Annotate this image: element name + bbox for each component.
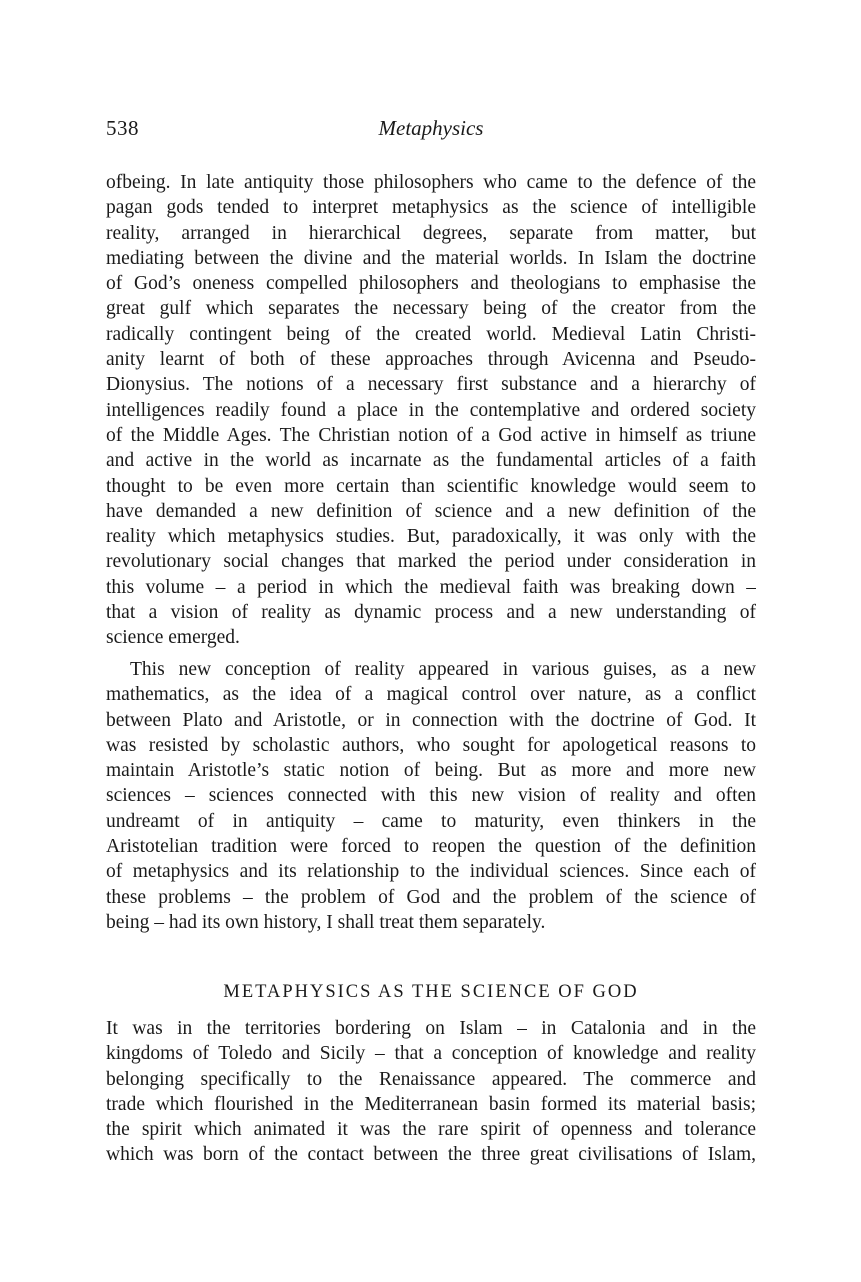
text-line: intelligences readily found a place in the contemplative and ordered society xyxy=(106,399,756,421)
text-line: science emerged. xyxy=(106,627,240,649)
text-line: the spirit which animated it was the rare spirit of openness and tolerance xyxy=(106,1119,756,1141)
text-line: ofbeing. In late antiquity those philosophers who came to the defence of the xyxy=(106,172,756,193)
text-line: being – had its own history, I shall treat them separately. xyxy=(106,911,546,933)
paragraph-1 xyxy=(106,170,756,651)
text-line: This new conception of reality appeared in various guises, as a new xyxy=(130,659,756,680)
paragraph-3 xyxy=(106,1016,756,1168)
text-line: undreamt of in antiquity – came to maturity, even thinkers in the xyxy=(106,810,756,832)
running-title: Metaphysics xyxy=(378,116,484,140)
text-line: which was born of the contact between the three great civilisations of Islam, xyxy=(106,1144,756,1166)
text-line: anity learnt of both of these approaches through Avicenna and Pseudo- xyxy=(106,349,756,371)
text-line: sciences – sciences connected with this new vision of reality and often xyxy=(106,785,756,807)
text-line: mathematics, as the idea of a magical control over nature, as a conflict xyxy=(106,684,756,706)
text-line: of the Middle Ages. The Christian notion of a God active in himself as triune xyxy=(106,424,756,446)
text-line: have demanded a new definition of science and a new definition of the xyxy=(106,500,756,522)
text-line: revolutionary social changes that marked the period under consideration in xyxy=(106,551,756,573)
text-line: Dionysius. The notions of a necessary first substance and a hierarchy of xyxy=(106,374,756,396)
text-line: belonging specifically to the Renaissance appeared. The commerce and xyxy=(106,1068,756,1090)
text-line: was resisted by scholastic authors, who sought for apologetical reasons to xyxy=(106,734,756,756)
text-line: great gulf which separates the necessary being of the creator from the xyxy=(106,298,756,320)
running-head xyxy=(106,116,756,146)
text-line: Aristotelian tradition were forced to reopen the question of the definition xyxy=(106,836,756,858)
text-line: reality which metaphysics studies. But, paradoxically, it was only with the xyxy=(106,526,756,548)
text-line: thought to be even more certain than scientific knowledge would seem to xyxy=(106,475,756,497)
paragraph-2 xyxy=(106,657,756,935)
section-heading: METAPHYSICS AS THE SCIENCE OF GOD xyxy=(223,982,639,1002)
text-line: radically contingent being of the created world. Medieval Latin Christi- xyxy=(106,323,756,345)
text-line: that a vision of reality as dynamic process and a new understanding of xyxy=(106,602,756,624)
text-line: pagan gods tended to interpret metaphysics as the science of intelligible xyxy=(106,197,756,219)
page-number: 538 xyxy=(106,116,139,140)
text-line: maintain Aristotle’s static notion of being. But as more and more new xyxy=(106,760,756,782)
text-line: reality, arranged in hierarchical degrees, separate from matter, but xyxy=(106,222,756,244)
text-line: these problems – the problem of God and the problem of the science of xyxy=(106,886,756,908)
text-line: kingdoms of Toledo and Sicily – that a conception of knowledge and reality xyxy=(106,1043,756,1065)
text-line: and active in the world as incarnate as the fundamental articles of a faith xyxy=(106,450,756,472)
text-line: between Plato and Aristotle, or in connection with the doctrine of God. It xyxy=(106,709,756,731)
text-line: of God’s oneness compelled philosophers and theologians to emphasise the xyxy=(106,273,756,295)
text-line: mediating between the divine and the material worlds. In Islam the doctrine xyxy=(106,247,756,269)
text-line: of metaphysics and its relationship to the individual sciences. Since each of xyxy=(106,861,756,883)
text-line: this volume – a period in which the medieval faith was breaking down – xyxy=(106,576,756,598)
text-line: trade which flourished in the Mediterranean basin formed its material basis; xyxy=(106,1093,756,1115)
text-line: It was in the territories bordering on Islam – in Catalonia and in the xyxy=(106,1018,756,1039)
